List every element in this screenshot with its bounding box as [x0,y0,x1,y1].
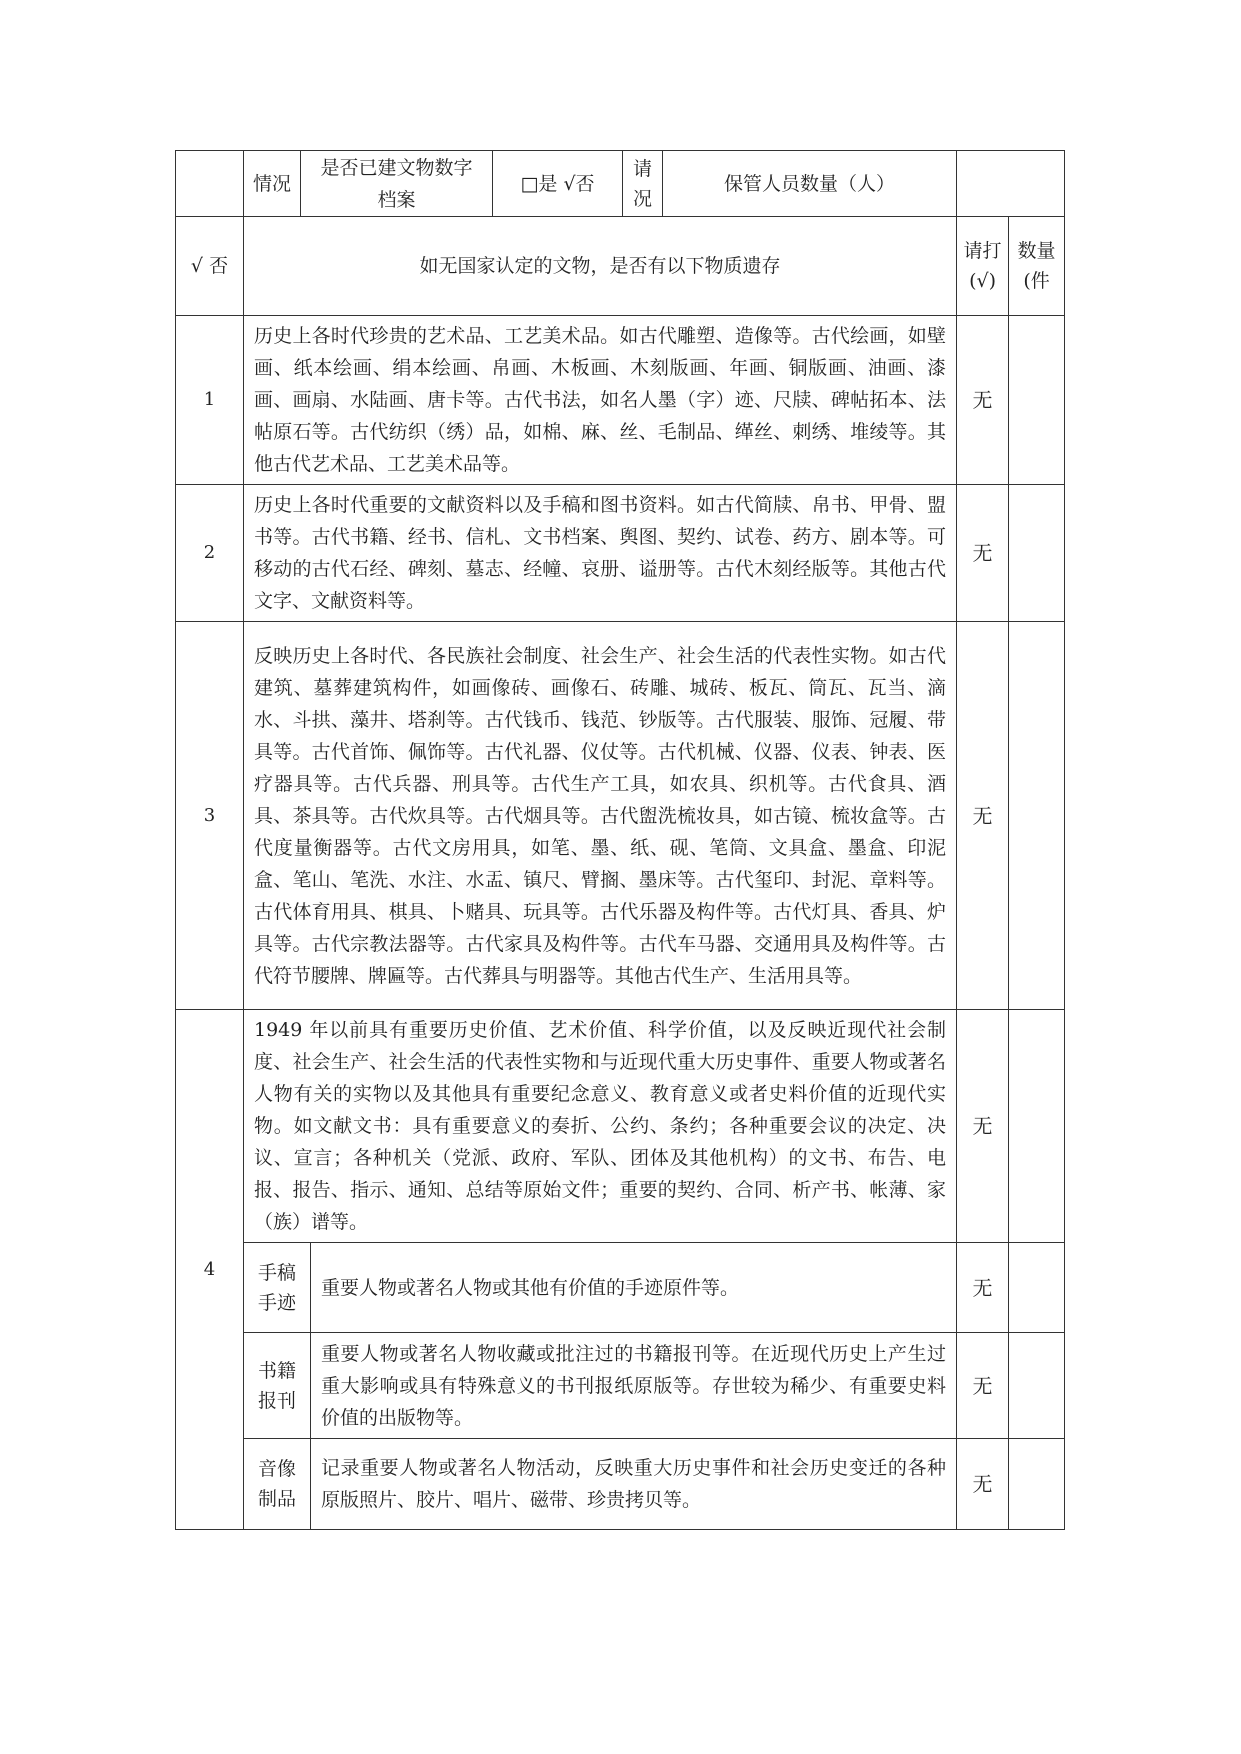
sub-row-qty[interactable] [1009,1439,1065,1530]
row-description: 历史上各时代重要的文献资料以及手稿和图书资料。如古代简牍、帛书、甲骨、盟书等。古代书籍、经书、信札、文书档案、舆图、契约、试卷、药方、剧本等。可移动的古代石经、碑刻、墓志、经幢、哀册、谥册等。古代木刻经版等。其他古代文字、文献资料等。 [244,485,957,622]
digital-archive-question: 是否已建文物数字档案 [301,151,493,217]
row-qty[interactable] [1009,622,1065,1010]
digital-archive-answer[interactable]: □是 √否 [493,151,623,217]
header-qty-column: 数量(件 [1009,217,1065,316]
table-row [176,622,1065,1010]
row-description: 历史上各时代珍贵的艺术品、工艺美术品。如古代雕塑、造像等。古代绘画，如壁画、纸本绘画、绢本绘画、帛画、木板画、木刻版画、年画、铜版画、油画、漆画、画扇、水陆画、唐卡等。古代书法，如名人墨（字）迹、尺牍、碑帖拓本、法帖原石等。古代纺织（绣）品，如棉、麻、丝、毛制品、缂丝、刺绣、堆绫等。其他古代艺术品、工艺美术品等。 [244,316,957,485]
please-label: 请况 [623,151,663,217]
row-index: 1 [176,316,244,485]
row-description: 反映历史上各时代、各民族社会制度、社会生产、社会生活的代表性实物。如古代建筑、墓葬建筑构件，如画像砖、画像石、砖雕、城砖、板瓦、筒瓦、瓦当、滴水、斗拱、藻井、塔刹等。古代钱币、钱范、钞版等。古代服装、服饰、冠履、带具等。古代首饰、佩饰等。古代礼器、仪仗等。古代机械、仪器、仪表、钟表、医疗器具等。古代兵器、刑具等。古代生产工具，如农具、织机等。古代食具、酒具、茶具等。古代炊具等。古代烟具等。古代盥洗梳妆具，如古镜、梳妆盒等。古代度量衡器等。古代文房用具，如笔、墨、纸、砚、笔筒、文具盒、墨盒、印泥盒、笔山、笔洗、水注、水盂、镇尺、臂搁、墨床等。古代玺印、封泥、章料等。古代体育用具、棋具、卜赌具、玩具等。古代乐器及构件等。古代灯具、香具、炉具等。古代宗教法器等。古代家具及构件等。古代车马器、交通用具及构件等。古代符节腰牌、牌匾等。古代葬具与明器等。其他古代生产、生活用具等。 [244,622,957,1010]
row-index: 4 [176,1010,244,1530]
table-row [176,316,1065,485]
sub-row-label: 书籍报刊 [244,1333,311,1439]
row-check[interactable]: 无 [957,316,1009,485]
header-answer[interactable]: √ 否 [176,217,244,316]
heritage-survey-table [175,150,1065,1530]
row-check[interactable]: 无 [957,622,1009,1010]
table-row [176,1010,1065,1243]
row-qty[interactable] [1009,485,1065,622]
staff-count-value[interactable] [957,151,1065,217]
row-qty[interactable] [1009,1010,1065,1243]
row-check[interactable]: 无 [957,485,1009,622]
header-check-column: 请打(√) [957,217,1009,316]
top-row [176,151,1065,217]
sub-row-check[interactable]: 无 [957,1243,1009,1333]
header-row [176,217,1065,316]
sub-row-check[interactable]: 无 [957,1439,1009,1530]
document-page [175,150,1064,1530]
sub-row-description: 记录重要人物或著名人物活动，反映重大历史事件和社会历史变迁的各种原版照片、胶片、唱片、磁带、珍贵拷贝等。 [311,1439,957,1530]
sub-row-label: 音像制品 [244,1439,311,1530]
staff-count-label: 保管人员数量（人） [663,151,957,217]
sub-row-qty[interactable] [1009,1333,1065,1439]
header-question: 如无国家认定的文物，是否有以下物质遗存 [244,217,957,316]
table-row [176,485,1065,622]
row-qty[interactable] [1009,316,1065,485]
sub-row-books [176,1333,1065,1439]
sub-row-description: 重要人物或著名人物收藏或批注过的书籍报刊等。在近现代历史上产生过重大影响或具有特殊意义的书刊报纸原版等。存世较为稀少、有重要史料价值的出版物等。 [311,1333,957,1439]
status-label: 情况 [244,151,301,217]
sub-row-audiovisual [176,1439,1065,1530]
sub-row-qty[interactable] [1009,1243,1065,1333]
row-index: 2 [176,485,244,622]
row-description: 1949 年以前具有重要历史价值、艺术价值、科学价值，以及反映近现代社会制度、社会生产、社会生活的代表性实物和与近现代重大历史事件、重要人物或著名人物有关的实物以及其他具有重要纪念意义、教育意义或者史料价值的近现代实物。如文献文书：具有重要意义的奏折、公约、条约；各种重要会议的决定、决议、宣言；各种机关（党派、政府、军队、团体及其他机构）的文书、布告、电报、报告、指示、通知、总结等原始文件；重要的契约、合同、析产书、帐薄、家（族）谱等。 [244,1010,957,1243]
row-check[interactable]: 无 [957,1010,1009,1243]
sub-row-description: 重要人物或著名人物或其他有价值的手迹原件等。 [311,1243,957,1333]
sub-row-manuscripts [176,1243,1065,1333]
sub-row-label: 手稿手迹 [244,1243,311,1333]
sub-row-check[interactable]: 无 [957,1333,1009,1439]
row-index: 3 [176,622,244,1010]
top-row-blank-cell [176,151,244,217]
